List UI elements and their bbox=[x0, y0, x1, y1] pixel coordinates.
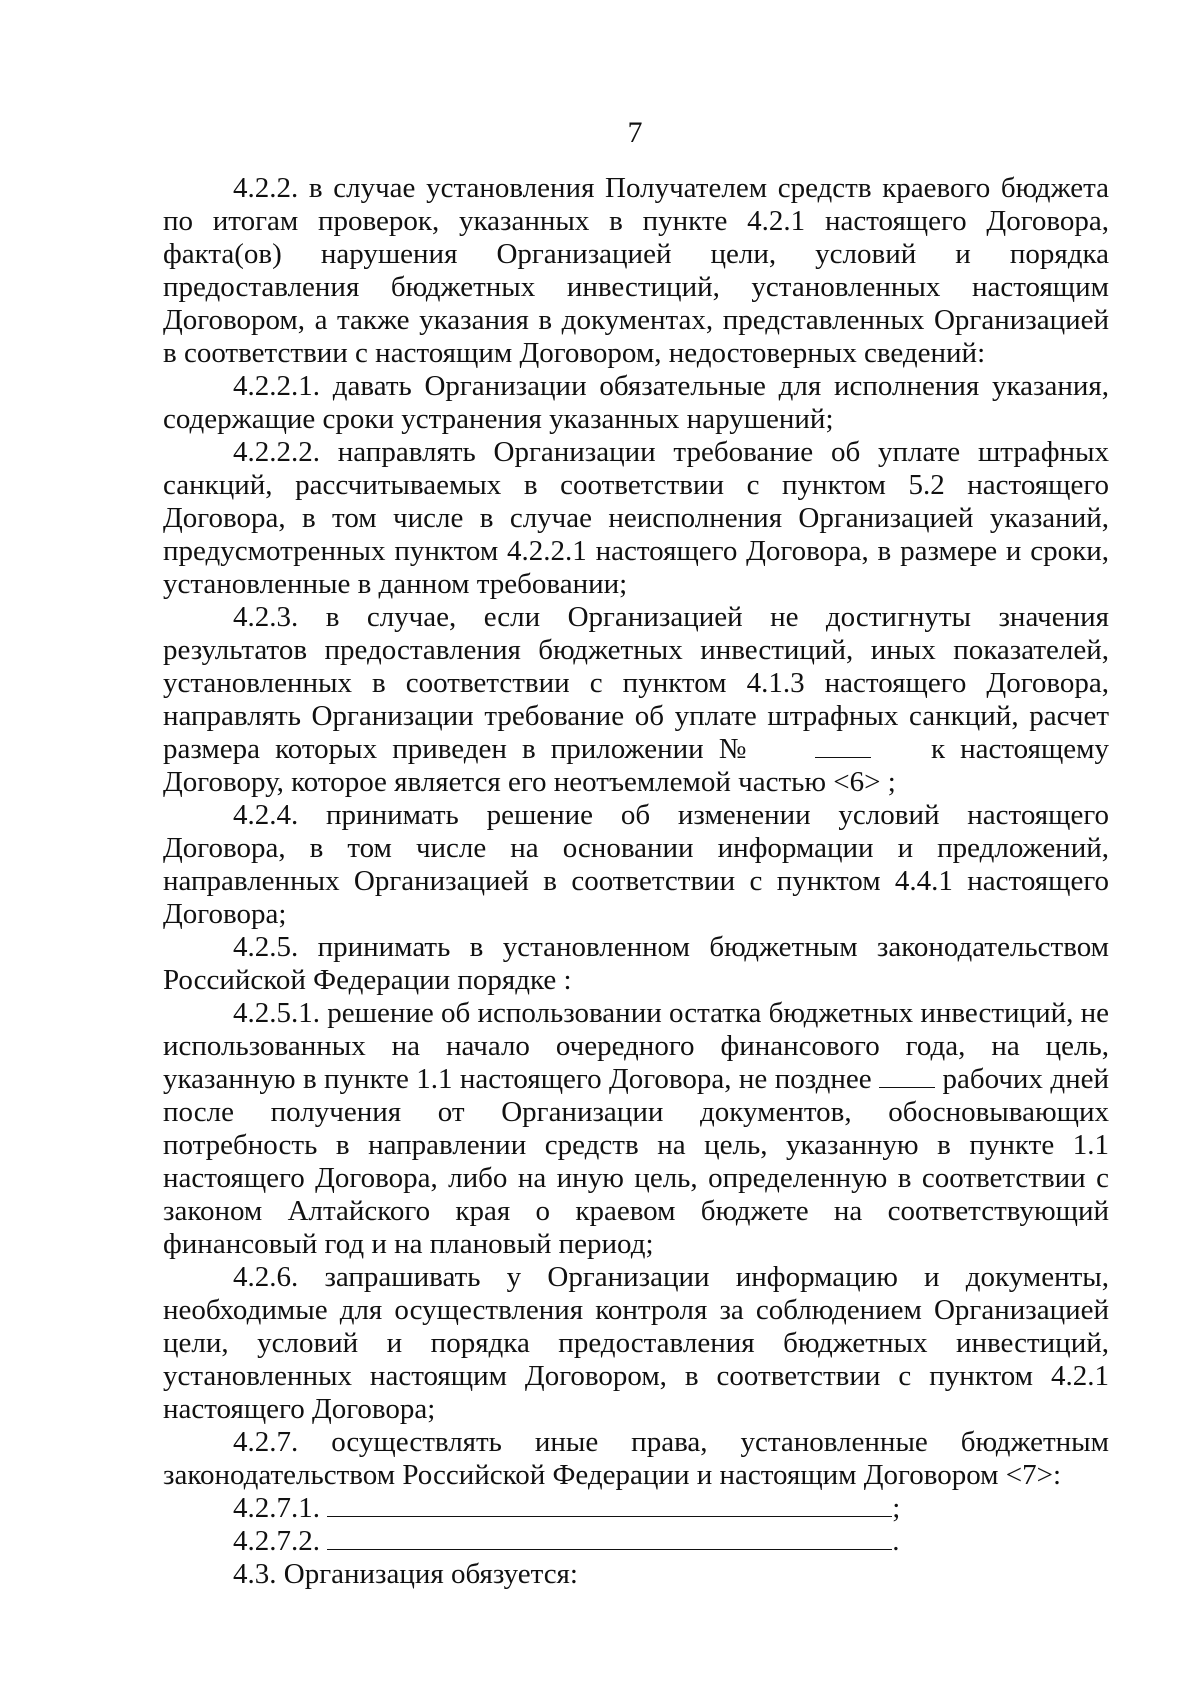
right-4-2-7-1-blank bbox=[327, 1494, 892, 1517]
paragraph-4-2-6: 4.2.6. запрашивать у Организации информацию и документы, необходимые для осуществления контроля за соблюдением Организацией цели, условий и порядка предоставления бюджетных инвестиций, установленных настоящим Договором, в соответствии с пунктом 4.2.1 настоящего Договора; bbox=[163, 1261, 1109, 1425]
appendix-number-blank bbox=[815, 735, 871, 758]
paragraph-4-2-7-1 bbox=[163, 1492, 1109, 1525]
paragraph-4-2-5-1-end: рабочих дней после получения от Организации документов, обосновывающих потребность в направлении средств на цель, указанную в пункте 1.1 настоящего Договора, либо на иную цель, определенную в соответствии с законом Алтайского края о краевом бюджете на соответствующий финансовый год и на плановый период; bbox=[163, 1063, 1109, 1260]
paragraph-4-2-2: 4.2.2. в случае установления Получателем средств краевого бюджета по итогам проверок, указанных в пункте 4.2.1 настоящего Договора, факта(ов) нарушения Организацией цели, условий и порядка предоставления бюджетных инвестиций, установленных настоящим Договором, а также указания в документах, представленных Организацией в соответствии с настоящим Договором, недостоверных сведений: bbox=[163, 172, 1109, 369]
paragraph-4-2-7-1-label: 4.2.7.1. bbox=[233, 1492, 320, 1524]
paragraph-4-2-2-2: 4.2.2.2. направлять Организации требование об уплате штрафных санкций, рассчитываемых в соответствии с пунктом 5.2 настоящего Договора, в том числе в случае неисполнения Организацией указаний, предусмотренных пунктом 4.2.2.1 настоящего Договора, в размере и сроки, установленные в данном требовании; bbox=[163, 436, 1109, 600]
paragraph-4-3: 4.3. Организация обязуется: bbox=[233, 1558, 578, 1590]
paragraph-4-2-3-end: к настоящему Договору, которое является его неотъемлемой частью <6> ; bbox=[163, 733, 1110, 798]
paragraph-4-2-2-1: 4.2.2.1. давать Организации обязательные для исполнения указания, содержащие сроки устранения указанных нарушений; bbox=[163, 370, 1109, 435]
paragraph-4-2-5: 4.2.5. принимать в установленном бюджетным законодательством Российской Федерации порядке : bbox=[163, 931, 1109, 996]
working-days-blank bbox=[879, 1065, 935, 1088]
paragraph-4-2-7-2-label: 4.2.7.2. bbox=[233, 1525, 320, 1557]
paragraph-4-2-5-1-start: 4.2.5.1. решение об использовании остатка бюджетных инвестиций, не использованных на начало очередного финансового года, на цель, указанную в пункте 1.1 настоящего Договора, не позднее bbox=[163, 997, 1110, 1095]
paragraph-4-2-7-2-end: . bbox=[892, 1525, 900, 1557]
paragraph-4-2-7: 4.2.7. осуществлять иные права, установленные бюджетным законодательством Российской Федерации и настоящим Договором <7>: bbox=[163, 1426, 1109, 1491]
document-body bbox=[163, 172, 1109, 1591]
paragraph-4-2-5-1 bbox=[163, 997, 1109, 1261]
paragraph-4-2-7-1-end: ; bbox=[892, 1492, 901, 1524]
paragraph-4-2-3 bbox=[163, 601, 1109, 799]
paragraph-4-2-3-start: 4.2.3. в случае, если Организацией не достигнуты значения результатов предоставления бюджетных инвестиций, иных показателей, установленных в соответствии с пунктом 4.1.3 настоящего Договора, направлять Организации требование об уплате штрафных санкций, расчет размера которых приведен в приложении № bbox=[163, 601, 1109, 765]
page-number: 7 bbox=[627, 116, 643, 149]
paragraph-4-2-4: 4.2.4. принимать решение об изменении условий настоящего Договора, в том числе на основании информации и предложений, направленных Организацией в соответствии с пунктом 4.4.1 настоящего Договора; bbox=[163, 799, 1109, 930]
right-4-2-7-2-blank bbox=[327, 1527, 892, 1550]
paragraph-4-2-7-2 bbox=[163, 1525, 1109, 1558]
